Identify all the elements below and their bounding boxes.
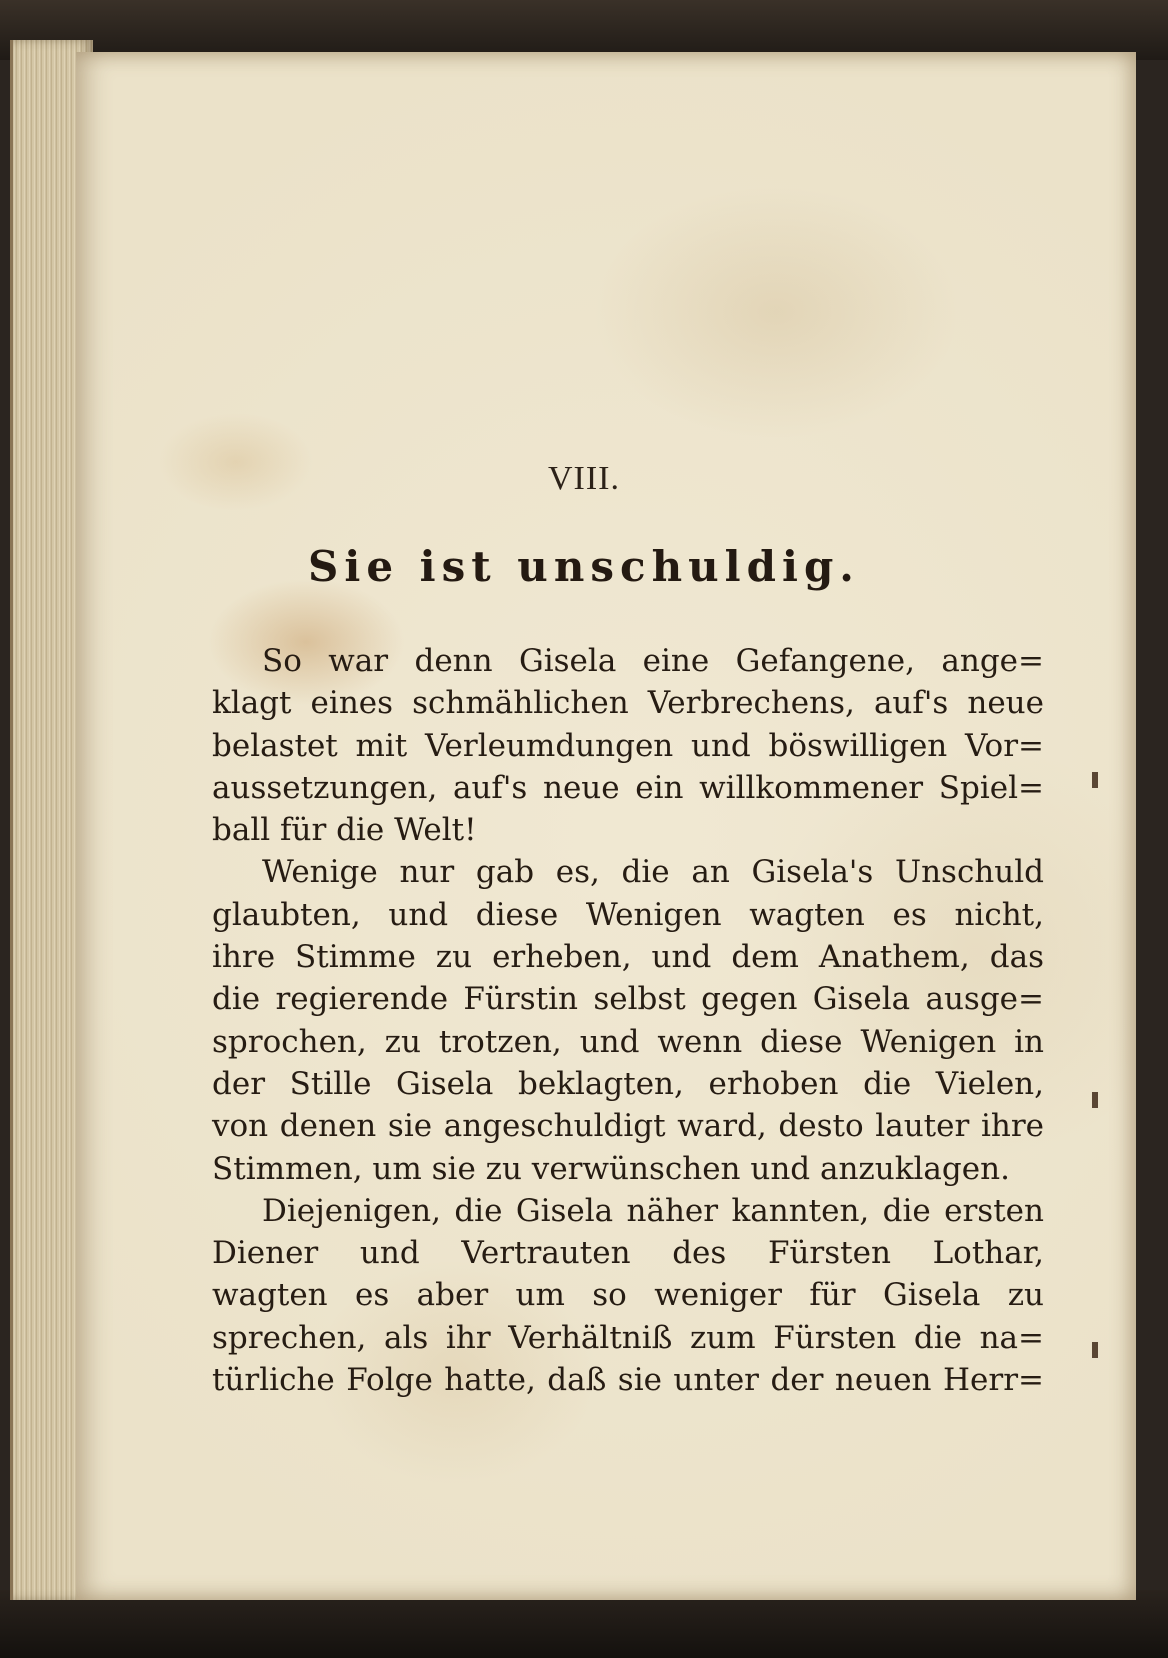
text-line: Diener und Vertrauten des Fürsten Lothar,	[212, 1235, 1044, 1272]
text-line: ball für die Welt!	[212, 812, 477, 849]
text-line: der Stille Gisela beklagten, erhoben die Vielen,	[212, 1065, 1044, 1102]
text-line: wagten es aber um so weniger für Gisela zu	[212, 1277, 1044, 1314]
chapter-title: Sie ist unschuldig.	[308, 542, 860, 591]
text-line: ihre Stimme zu erheben, und dem Anathem, das	[212, 939, 1044, 976]
text-line: sprechen, als ihr Verhältniß zum Fürsten die na=	[212, 1319, 1044, 1356]
chapter-body	[212, 640, 1044, 1401]
text-line: glaubten, und diese Wenigen wagten es nicht,	[212, 896, 1044, 933]
text-line: aussetzungen, auf's neue ein willkommener Spiel=	[212, 769, 1044, 806]
chapter-number: VIII.	[547, 460, 621, 497]
text-line: von denen sie angeschuldigt ward, desto lauter ihre	[212, 1108, 1044, 1145]
text-line: die regierende Fürstin selbst gegen Gisela ausge=	[212, 981, 1044, 1018]
text-line: So war denn Gisela eine Gefangene, ange=	[262, 643, 1044, 679]
text-line: Wenige nur gab es, die an Gisela's Unschuld	[262, 854, 1044, 891]
text-line: belastet mit Verleumdungen und böswilligen Vor=	[212, 727, 1044, 764]
text-line: klagt eines schmählichen Verbrechens, auf's neue	[212, 685, 1044, 722]
book-bottom-edge	[0, 1590, 1168, 1658]
binding-mark	[1092, 1342, 1098, 1358]
text-line: Diejenigen, die Gisela näher kannten, die ersten	[262, 1192, 1044, 1229]
book-top-edge	[0, 0, 1168, 60]
binding-mark	[1092, 772, 1098, 788]
text-line: türliche Folge hatte, daß sie unter der neuen Herr=	[212, 1362, 1044, 1399]
binding-mark	[1092, 1092, 1098, 1108]
text-line: Stimmen, um sie zu verwünschen und anzuklagen.	[212, 1150, 1010, 1187]
text-line: sprochen, zu trotzen, und wenn diese Wenigen in	[212, 1023, 1044, 1060]
